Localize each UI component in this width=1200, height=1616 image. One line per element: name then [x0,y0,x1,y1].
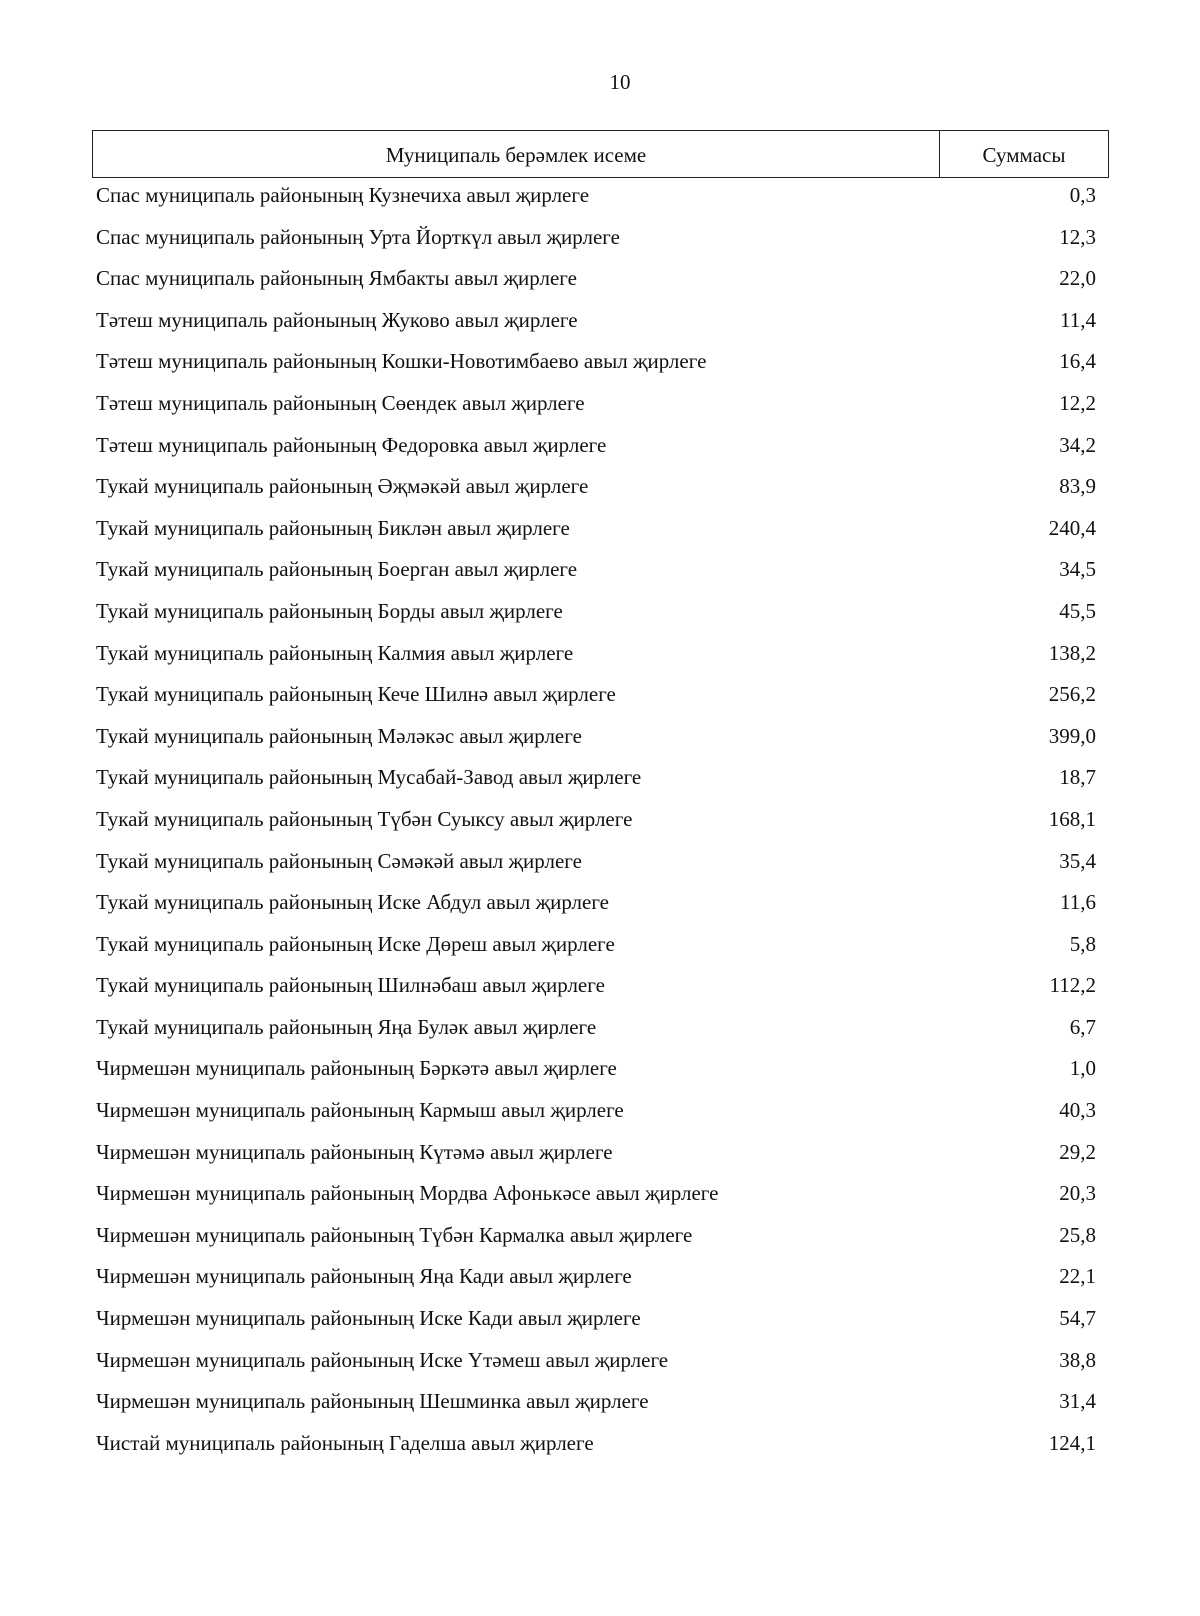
table-row [96,1343,1096,1385]
municipality-name: Спас муниципаль районының Ямбакты авыл җирлеге [96,266,577,291]
table-row [96,636,1096,678]
table-row [96,344,1096,386]
municipality-name: Тукай муниципаль районының Әҗмәкәй авыл җирлеге [96,474,589,499]
header-municipality-name: Муниципаль берәмлек исеме [93,131,940,177]
municipality-name: Тукай муниципаль районының Яңа Буләк авыл җирлеге [96,1014,597,1039]
amount-value: 29,2 [1059,1139,1096,1164]
table-row [96,220,1096,262]
municipality-name: Тукай муниципаль районының Сәмәкәй авыл җирлеге [96,848,582,873]
municipality-name: Чирмешән муниципаль районының Күтәмә авыл җирлеге [96,1139,613,1164]
table-row [96,1051,1096,1093]
amount-value: 25,8 [1059,1222,1096,1247]
amount-value: 22,1 [1059,1264,1096,1289]
amount-value: 83,9 [1059,474,1096,499]
table-row [96,677,1096,719]
municipality-name: Тәтеш муниципаль районының Федоровка авыл җирлеге [96,432,607,457]
table-row [96,802,1096,844]
table-row [96,511,1096,553]
amount-value: 20,3 [1059,1181,1096,1206]
table-row [96,1384,1096,1426]
amount-value: 124,1 [1048,1430,1096,1455]
amount-value: 12,3 [1059,224,1096,249]
table-row [96,552,1096,594]
table-row [96,719,1096,761]
municipality-name: Тукай муниципаль районының Мусабай-Завод авыл җирлеге [96,765,642,790]
municipality-name: Тәтеш муниципаль районының Жуково авыл җирлеге [96,307,578,332]
municipality-name: Спас муниципаль районының Кузнечиха авыл җирлеге [96,183,590,207]
municipality-name: Чирмешән муниципаль районының Бәркәтә авыл җирлеге [96,1056,617,1081]
amount-value: 18,7 [1059,765,1096,790]
table-row [96,428,1096,470]
table-row [96,885,1096,927]
amount-value: 256,2 [1048,682,1096,707]
municipality-name: Чирмешән муниципаль районының Мордва Афонькәсе авыл җирлеге [96,1181,719,1206]
table-row [96,1301,1096,1343]
amount-value: 40,3 [1059,1098,1096,1123]
table-row [96,178,1096,220]
municipality-name: Тукай муниципаль районының Түбән Суыксу авыл җирлеге [96,806,633,831]
municipality-name: Тукай муниципаль районының Иске Дөреш авыл җирлеге [96,931,615,956]
table-row [96,968,1096,1010]
municipality-name: Тукай муниципаль районының Боерган авыл җирлеге [96,557,578,582]
municipality-name: Тукай муниципаль районының Шилнәбаш авыл җирлеге [96,973,605,998]
amount-value: 11,4 [1060,307,1096,332]
municipality-name: Чистай муниципаль районының Гаделша авыл җирлеге [96,1430,594,1455]
amount-value: 45,5 [1059,598,1096,623]
municipality-name: Тукай муниципаль районының Борды авыл җирлеге [96,598,563,623]
amount-value: 240,4 [1048,515,1096,540]
amount-value: 5,8 [1069,931,1096,956]
table-row [96,1259,1096,1301]
amount-value: 1,0 [1069,1056,1096,1081]
municipality-name: Тукай муниципаль районының Иске Абдул авыл җирлеге [96,890,610,915]
table-row [96,760,1096,802]
amount-value: 138,2 [1048,640,1096,665]
table-row [96,303,1096,345]
municipality-name: Тукай муниципаль районының Кече Шилнә авыл җирлеге [96,682,616,707]
table-header [92,130,1109,178]
municipality-name: Чирмешән муниципаль районының Түбән Кармалка авыл җирлеге [96,1222,693,1247]
table-row [96,469,1096,511]
table-row [96,927,1096,969]
table-row [96,261,1096,303]
table-row [96,1010,1096,1052]
amount-value: 11,6 [1060,890,1096,915]
table-row [96,1135,1096,1177]
header-amount: Суммасы [982,142,1066,167]
amount-value: 12,2 [1059,390,1096,415]
municipality-name: Тәтеш муниципаль районының Сөендек авыл җирлеге [96,390,585,415]
amount-value: 112,2 [1049,973,1096,998]
table-row [96,386,1096,428]
table-row [96,844,1096,886]
municipality-name: Тәтеш муниципаль районының Кошки-Новотимбаево авыл җирлеге [96,349,707,374]
table-row [96,1093,1096,1135]
municipality-name: Спас муниципаль районының Урта Йорткүл авыл җирлеге [96,224,620,249]
table-row [96,594,1096,636]
amount-value: 6,7 [1069,1014,1096,1039]
amount-value: 35,4 [1059,848,1096,873]
page-number: 10 [609,70,631,94]
municipality-name: Чирмешән муниципаль районының Шешминка авыл җирлеге [96,1389,649,1414]
amount-value: 38,8 [1059,1347,1096,1372]
municipality-name: Чирмешән муниципаль районының Кармыш авыл җирлеге [96,1098,624,1123]
amount-value: 31,4 [1059,1389,1096,1414]
amount-value: 34,5 [1059,557,1096,582]
table-row [96,1426,1096,1468]
municipality-name: Чирмешән муниципаль районының Яңа Кади авыл җирлеге [96,1264,632,1289]
municipality-name: Тукай муниципаль районының Калмия авыл җирлеге [96,640,574,665]
amount-value: 0,3 [1069,183,1096,207]
amount-value: 54,7 [1059,1306,1096,1331]
municipality-name: Тукай муниципаль районының Мәләкәс авыл җирлеге [96,723,582,748]
municipality-name: Чирмешән муниципаль районының Иске Кади авыл җирлеге [96,1306,641,1331]
table-row [96,1176,1096,1218]
amount-value: 168,1 [1048,806,1096,831]
table-row [96,1218,1096,1260]
amount-value: 399,0 [1048,723,1096,748]
amount-value: 34,2 [1059,432,1096,457]
municipality-name: Тукай муниципаль районының Биклән авыл җирлеге [96,515,570,540]
amount-value: 22,0 [1059,266,1096,291]
table-body [96,178,1096,1467]
amount-value: 16,4 [1059,349,1096,374]
municipality-name: Чирмешән муниципаль районының Иске Үтәмеш авыл җирлеге [96,1347,669,1372]
